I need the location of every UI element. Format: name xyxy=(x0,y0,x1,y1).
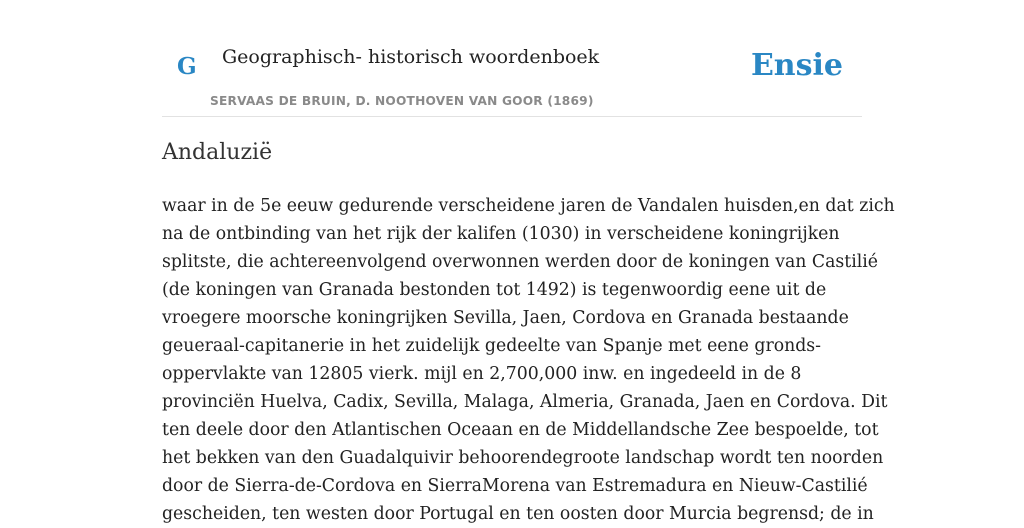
entry-text-line: gescheiden, ten westen door Portugal en ten oosten door Murcia begrensd; de in xyxy=(162,504,874,524)
ensie-logo[interactable]: Ensie xyxy=(750,48,843,83)
entry-title: Andaluzië xyxy=(162,140,273,165)
entry-text-line: waar in de 5e eeuw gedurende verscheidene jaren de Vandalen huisden,en dat zich xyxy=(162,196,895,216)
entry-body xyxy=(162,192,895,528)
entry-text-line: na de ontbinding van het rijk der kalifen (1030) in verscheidene koningrijken xyxy=(162,224,840,244)
entry-text-line: door de Sierra-de-Cordova en SierraMorena van Estremadura en Nieuw-Castilié xyxy=(162,476,868,496)
entry-text-line: het bekken van den Guadalquivir behoorendegroote landschap wordt ten noorden xyxy=(162,448,884,468)
entry-text-line: splitste, die achtereenvolgend overwonnen werden door de koningen van Castilié xyxy=(162,252,879,272)
entry-text-line: oppervlakte van 12805 vierk. mijl en 2,700,000 inw. en ingedeeld in de 8 xyxy=(162,364,802,384)
book-title[interactable]: Geographisch- historisch woordenboek xyxy=(222,46,600,68)
entry-text-line: provinciën Huelva, Cadix, Sevilla, Malaga, Almeria, Granada, Jaen en Cordova. Dit xyxy=(162,392,888,412)
entry-text-line: ten deele door den Atlantischen Oceaan en de Middellandsche Zee bespoelde, tot xyxy=(162,420,879,440)
entry-text-line: vroegere moorsche koningrijken Sevilla, Jaen, Cordova en Granada bestaande xyxy=(162,308,849,328)
entry-text-line: (de koningen van Granada bestonden tot 1492) is tegenwoordig eene uit de xyxy=(162,280,827,300)
header xyxy=(162,0,862,117)
entry-text-line: geueraal-capitanerie in het zuidelijk gedeelte van Spanje met eene gronds- xyxy=(162,336,822,356)
book-logo-icon[interactable]: G xyxy=(177,53,197,80)
book-author: SERVAAS DE BRUIN, D. NOOTHOVEN VAN GOOR (1869) xyxy=(210,94,594,108)
